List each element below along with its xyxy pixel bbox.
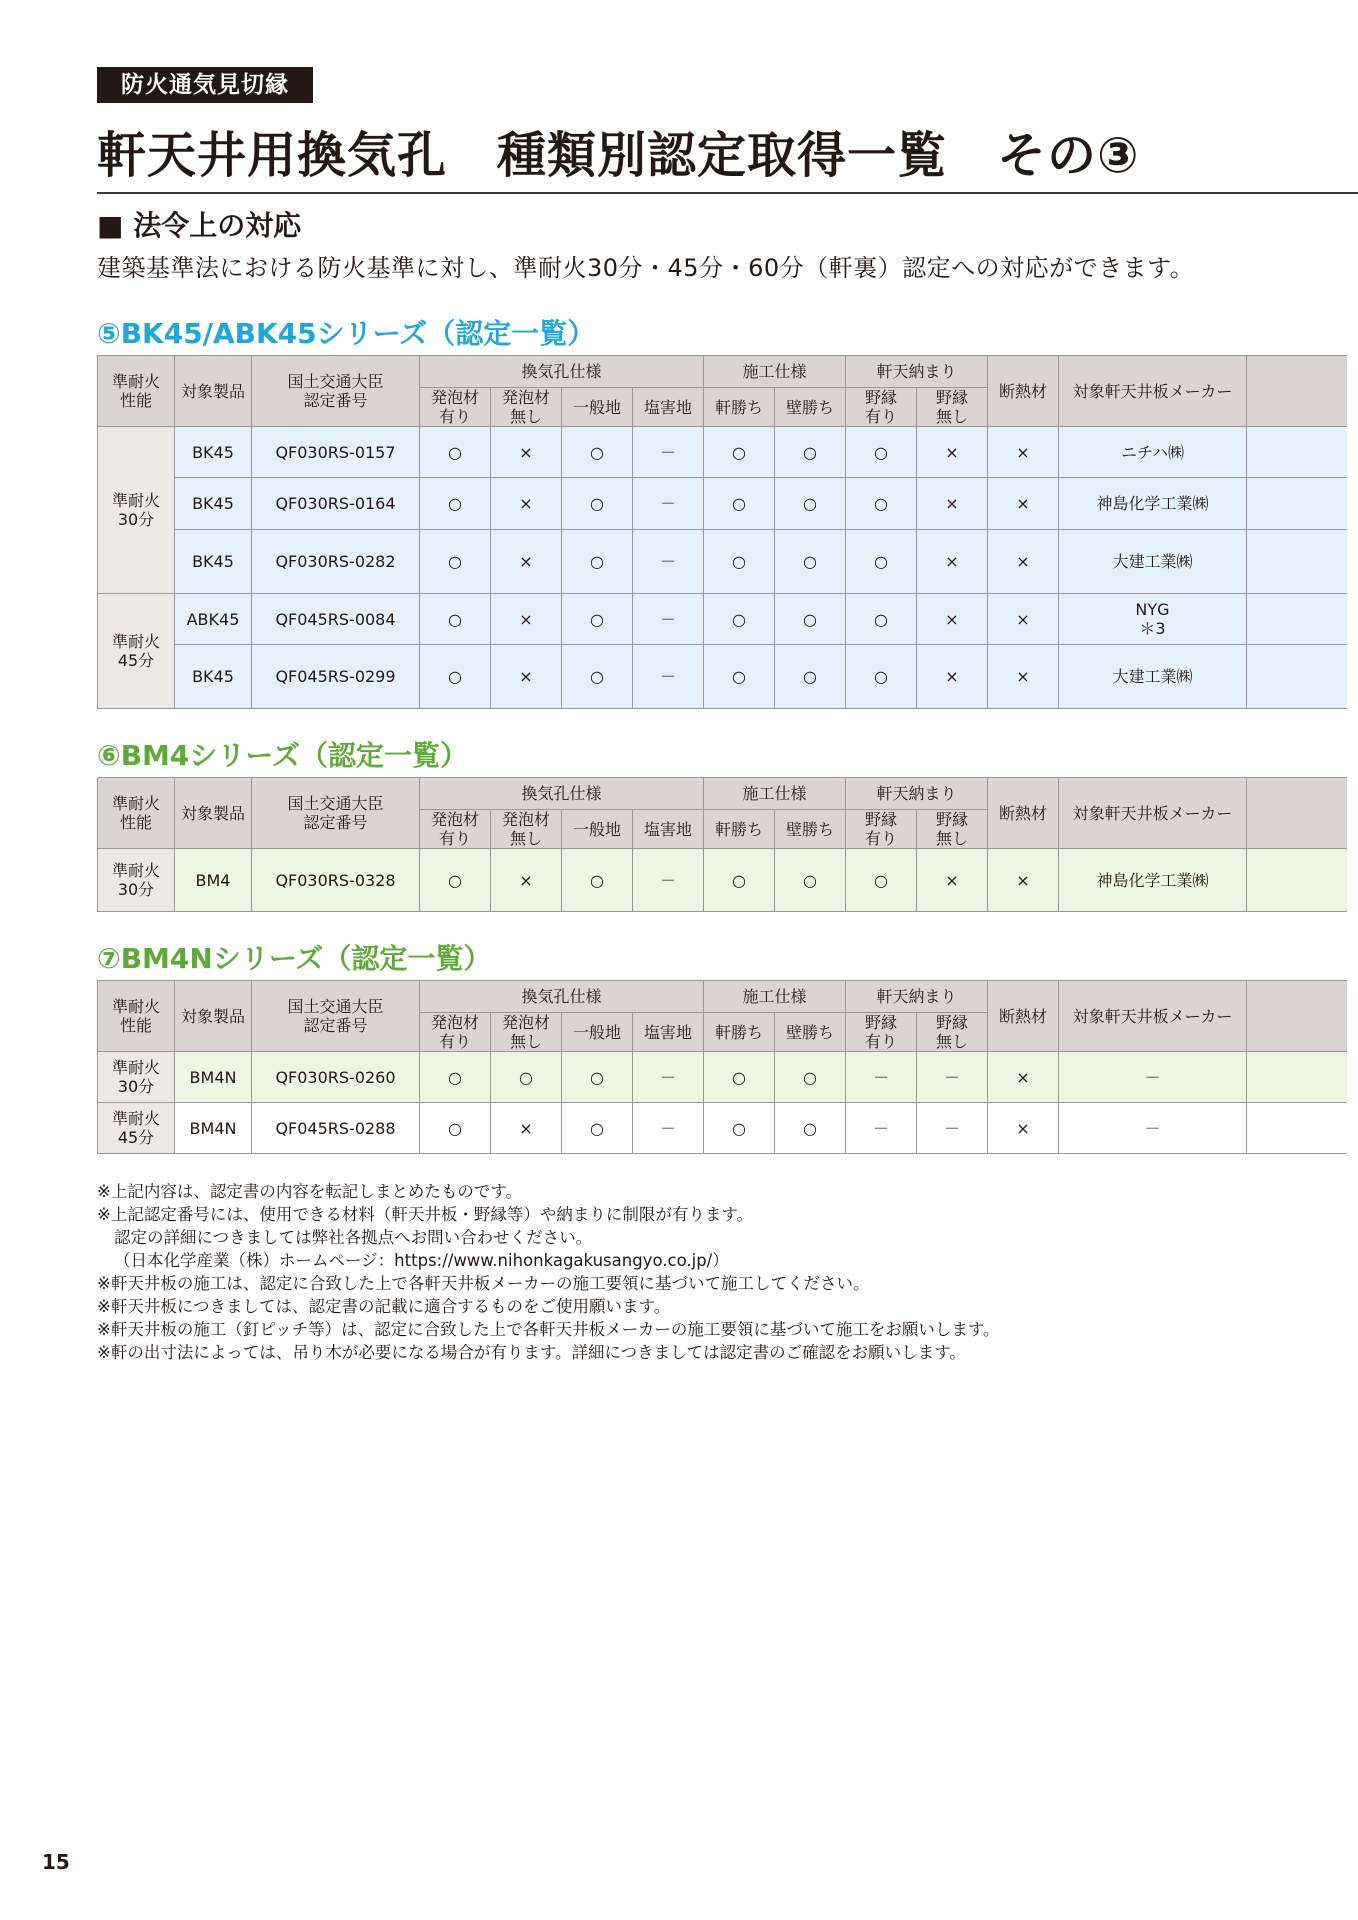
- salt-area-cell: －: [633, 594, 704, 645]
- header-cert-no: 国土交通大臣 認定番号: [252, 356, 420, 427]
- salt-area-cell: －: [633, 849, 704, 912]
- furring-no-cell: ×: [917, 530, 988, 594]
- furring-no-cell: ×: [917, 594, 988, 645]
- eaves-first-cell: ○: [704, 849, 775, 912]
- salt-area-cell: －: [633, 1052, 704, 1103]
- foam-yes-cell: ○: [420, 594, 491, 645]
- maker-cell: 大建工業㈱: [1059, 530, 1247, 594]
- header-wall-first: 壁勝ち: [775, 1013, 846, 1052]
- header-eaves-first: 軒勝ち: [704, 388, 775, 427]
- wall-first-cell: ○: [775, 645, 846, 709]
- insulation-cell: ×: [988, 849, 1059, 912]
- wall-first-cell: ○: [775, 594, 846, 645]
- eaves-first-cell: ○: [704, 427, 775, 478]
- maker-cell: 神島化学工業㈱: [1059, 849, 1247, 912]
- note-item: ※軒の出寸法によっては、吊り木が必要になる場合が有ります。詳細につきましては認定書のご確認をお願いします。: [97, 1343, 966, 1362]
- salt-area-cell: －: [633, 645, 704, 709]
- foam-no-cell: ×: [491, 530, 562, 594]
- fire-rating-cell: 準耐火 45分: [98, 1103, 175, 1154]
- header-maker: 対象軒天井板メーカー: [1059, 778, 1247, 849]
- furring-yes-cell: ○: [846, 849, 917, 912]
- header-eaves-first: 軒勝ち: [704, 810, 775, 849]
- header-construction-spec: 施工仕様: [704, 778, 846, 810]
- header-eaves-finish: 軒天納まり: [846, 778, 988, 810]
- notes-list: [97, 1180, 1000, 1364]
- blank-cell: [1247, 594, 1347, 645]
- header-fire-rating: 準耐火 性能: [98, 778, 175, 849]
- blank-cell: [1247, 1103, 1347, 1154]
- furring-no-cell: ×: [917, 427, 988, 478]
- section-title-bm4: ⑥BM4シリーズ（認定一覧）: [97, 739, 468, 772]
- maker-cell: NYG ＊3: [1059, 594, 1247, 645]
- insulation-cell: ×: [988, 1052, 1059, 1103]
- maker-cell: 神島化学工業㈱: [1059, 478, 1247, 530]
- furring-yes-cell: ○: [846, 645, 917, 709]
- wall-first-cell: ○: [775, 1103, 846, 1154]
- insulation-cell: ×: [988, 594, 1059, 645]
- header-cert-no: 国土交通大臣 認定番号: [252, 981, 420, 1052]
- eaves-first-cell: ○: [704, 478, 775, 530]
- header-furring-yes: 野縁 有り: [846, 388, 917, 427]
- note-item: ※軒天井板の施工（釘ピッチ等）は、認定に合致した上で各軒天井板メーカーの施工要領に基づいて施工をお願いします。: [97, 1320, 1000, 1339]
- eaves-first-cell: ○: [704, 1052, 775, 1103]
- wall-first-cell: ○: [775, 530, 846, 594]
- cert-number-cell: QF030RS-0260: [252, 1052, 420, 1103]
- header-wall-first: 壁勝ち: [775, 810, 846, 849]
- salt-area-cell: －: [633, 427, 704, 478]
- page-number: 15: [42, 1850, 70, 1874]
- product-cell: BM4N: [175, 1052, 252, 1103]
- lead-text: 建築基準法における防火基準に対し、準耐火30分・45分・60分（軒裏）認定への対応ができます。: [97, 254, 1195, 282]
- maker-cell: 大建工業㈱: [1059, 645, 1247, 709]
- furring-yes-cell: ○: [846, 427, 917, 478]
- header-eaves-first: 軒勝ち: [704, 1013, 775, 1052]
- header-maker: 対象軒天井板メーカー: [1059, 981, 1247, 1052]
- insulation-cell: ×: [988, 530, 1059, 594]
- cert-table-bk45: [97, 355, 1347, 709]
- note-item: ※上記認定番号には、使用できる材料（軒天井板・野縁等）や納まりに制限が有ります。: [97, 1205, 754, 1224]
- eaves-first-cell: ○: [704, 594, 775, 645]
- header-blank: [1247, 778, 1347, 849]
- product-cell: BK45: [175, 530, 252, 594]
- table-row: [98, 1052, 1347, 1103]
- general-area-cell: ○: [562, 478, 633, 530]
- note-item: 認定の詳細につきましては弊社各拠点へお問い合わせください。: [114, 1228, 593, 1247]
- header-blank: [1247, 981, 1347, 1052]
- section-title-bk45: ⑤BK45/ABK45シリーズ（認定一覧）: [97, 317, 596, 350]
- table-row: [98, 427, 1347, 478]
- furring-yes-cell: ○: [846, 594, 917, 645]
- fire-rating-cell: 準耐火 30分: [98, 849, 175, 912]
- title-divider: [97, 192, 1358, 194]
- furring-no-cell: －: [917, 1103, 988, 1154]
- cert-number-cell: QF030RS-0164: [252, 478, 420, 530]
- foam-yes-cell: ○: [420, 1103, 491, 1154]
- fire-rating-cell: 準耐火 45分: [98, 594, 175, 709]
- header-general-area: 一般地: [562, 1013, 633, 1052]
- foam-no-cell: ×: [491, 1103, 562, 1154]
- insulation-cell: ×: [988, 1103, 1059, 1154]
- table-row: [98, 1103, 1347, 1154]
- header-foam-no: 発泡材 無し: [491, 1013, 562, 1052]
- general-area-cell: ○: [562, 645, 633, 709]
- header-eaves-finish: 軒天納まり: [846, 981, 988, 1013]
- header-maker: 対象軒天井板メーカー: [1059, 356, 1247, 427]
- foam-no-cell: ×: [491, 478, 562, 530]
- header-salt-area: 塩害地: [633, 810, 704, 849]
- insulation-cell: ×: [988, 645, 1059, 709]
- general-area-cell: ○: [562, 530, 633, 594]
- furring-yes-cell: －: [846, 1052, 917, 1103]
- salt-area-cell: －: [633, 1103, 704, 1154]
- fire-rating-cell: 準耐火 30分: [98, 427, 175, 594]
- insulation-cell: ×: [988, 478, 1059, 530]
- cert-number-cell: QF045RS-0299: [252, 645, 420, 709]
- product-cell: BK45: [175, 478, 252, 530]
- salt-area-cell: －: [633, 478, 704, 530]
- table-row: [98, 594, 1347, 645]
- blank-cell: [1247, 530, 1347, 594]
- table-row: [98, 849, 1347, 912]
- blank-cell: [1247, 849, 1347, 912]
- page-title: 軒天井用換気孔 種類別認定取得一覧 その③: [97, 127, 1140, 184]
- header-cert-no: 国土交通大臣 認定番号: [252, 778, 420, 849]
- header-insulation: 断熱材: [988, 356, 1059, 427]
- header-eaves-finish: 軒天納まり: [846, 356, 988, 388]
- wall-first-cell: ○: [775, 849, 846, 912]
- header-construction-spec: 施工仕様: [704, 981, 846, 1013]
- header-product: 対象製品: [175, 778, 252, 849]
- header-fire-rating: 準耐火 性能: [98, 356, 175, 427]
- cert-table-bm4: [97, 777, 1347, 912]
- maker-cell: ニチハ㈱: [1059, 427, 1247, 478]
- cert-number-cell: QF030RS-0157: [252, 427, 420, 478]
- furring-no-cell: －: [917, 1052, 988, 1103]
- foam-no-cell: ×: [491, 594, 562, 645]
- eaves-first-cell: ○: [704, 530, 775, 594]
- header-vent-spec: 換気孔仕様: [420, 981, 704, 1013]
- furring-yes-cell: ○: [846, 478, 917, 530]
- foam-yes-cell: ○: [420, 645, 491, 709]
- general-area-cell: ○: [562, 1103, 633, 1154]
- header-foam-yes: 発泡材 有り: [420, 1013, 491, 1052]
- header-furring-yes: 野縁 有り: [846, 1013, 917, 1052]
- cert-number-cell: QF030RS-0282: [252, 530, 420, 594]
- foam-yes-cell: ○: [420, 530, 491, 594]
- note-item: ※軒天井板につきましては、認定書の記載に適合するものをご使用願います。: [97, 1297, 671, 1316]
- table-row: [98, 645, 1347, 709]
- header-insulation: 断熱材: [988, 981, 1059, 1052]
- header-foam-yes: 発泡材 有り: [420, 810, 491, 849]
- header-furring-no: 野縁 無し: [917, 810, 988, 849]
- category-tag: 防火通気見切縁: [97, 67, 313, 103]
- blank-cell: [1247, 427, 1347, 478]
- header-fire-rating: 準耐火 性能: [98, 981, 175, 1052]
- wall-first-cell: ○: [775, 1052, 846, 1103]
- foam-yes-cell: ○: [420, 849, 491, 912]
- maker-cell: －: [1059, 1052, 1247, 1103]
- salt-area-cell: －: [633, 530, 704, 594]
- foam-yes-cell: ○: [420, 478, 491, 530]
- general-area-cell: ○: [562, 427, 633, 478]
- foam-yes-cell: ○: [420, 427, 491, 478]
- product-cell: ABK45: [175, 594, 252, 645]
- table-row: [98, 530, 1347, 594]
- header-salt-area: 塩害地: [633, 388, 704, 427]
- header-blank: [1247, 356, 1347, 427]
- eaves-first-cell: ○: [704, 645, 775, 709]
- blank-cell: [1247, 478, 1347, 530]
- general-area-cell: ○: [562, 594, 633, 645]
- furring-yes-cell: －: [846, 1103, 917, 1154]
- header-furring-no: 野縁 無し: [917, 1013, 988, 1052]
- maker-cell: －: [1059, 1103, 1247, 1154]
- product-cell: BK45: [175, 427, 252, 478]
- fire-rating-cell: 準耐火 30分: [98, 1052, 175, 1103]
- header-product: 対象製品: [175, 356, 252, 427]
- product-cell: BK45: [175, 645, 252, 709]
- product-cell: BM4: [175, 849, 252, 912]
- foam-no-cell: ×: [491, 849, 562, 912]
- header-foam-yes: 発泡材 有り: [420, 388, 491, 427]
- header-vent-spec: 換気孔仕様: [420, 356, 704, 388]
- note-item: ※上記内容は、認定書の内容を転記しまとめたものです。: [97, 1182, 523, 1201]
- header-general-area: 一般地: [562, 388, 633, 427]
- furring-yes-cell: ○: [846, 530, 917, 594]
- insulation-cell: ×: [988, 427, 1059, 478]
- furring-no-cell: ×: [917, 645, 988, 709]
- wall-first-cell: ○: [775, 478, 846, 530]
- cert-number-cell: QF030RS-0328: [252, 849, 420, 912]
- header-wall-first: 壁勝ち: [775, 388, 846, 427]
- header-vent-spec: 換気孔仕様: [420, 778, 704, 810]
- foam-no-cell: ○: [491, 1052, 562, 1103]
- header-product: 対象製品: [175, 981, 252, 1052]
- header-construction-spec: 施工仕様: [704, 356, 846, 388]
- blank-cell: [1247, 1052, 1347, 1103]
- blank-cell: [1247, 645, 1347, 709]
- header-insulation: 断熱材: [988, 778, 1059, 849]
- section-title-bm4n: ⑦BM4Nシリーズ（認定一覧）: [97, 942, 492, 975]
- header-furring-yes: 野縁 有り: [846, 810, 917, 849]
- furring-no-cell: ×: [917, 478, 988, 530]
- header-foam-no: 発泡材 無し: [491, 810, 562, 849]
- foam-no-cell: ×: [491, 427, 562, 478]
- wall-first-cell: ○: [775, 427, 846, 478]
- eaves-first-cell: ○: [704, 1103, 775, 1154]
- header-general-area: 一般地: [562, 810, 633, 849]
- general-area-cell: ○: [562, 849, 633, 912]
- header-foam-no: 発泡材 無し: [491, 388, 562, 427]
- table-row: [98, 478, 1347, 530]
- header-salt-area: 塩害地: [633, 1013, 704, 1052]
- furring-no-cell: ×: [917, 849, 988, 912]
- foam-yes-cell: ○: [420, 1052, 491, 1103]
- cert-number-cell: QF045RS-0288: [252, 1103, 420, 1154]
- cert-table-bm4n: [97, 980, 1347, 1154]
- foam-no-cell: ×: [491, 645, 562, 709]
- general-area-cell: ○: [562, 1052, 633, 1103]
- header-furring-no: 野縁 無し: [917, 388, 988, 427]
- note-item: ※軒天井板の施工は、認定に合致した上で各軒天井板メーカーの施工要領に基づいて施工してください。: [97, 1274, 870, 1293]
- note-item: （日本化学産業（株）ホームページ：https://www.nihonkagakusangyo.co.jp/）: [114, 1251, 729, 1270]
- cert-number-cell: QF045RS-0084: [252, 594, 420, 645]
- product-cell: BM4N: [175, 1103, 252, 1154]
- section-subheading: ■ 法令上の対応: [97, 209, 302, 242]
